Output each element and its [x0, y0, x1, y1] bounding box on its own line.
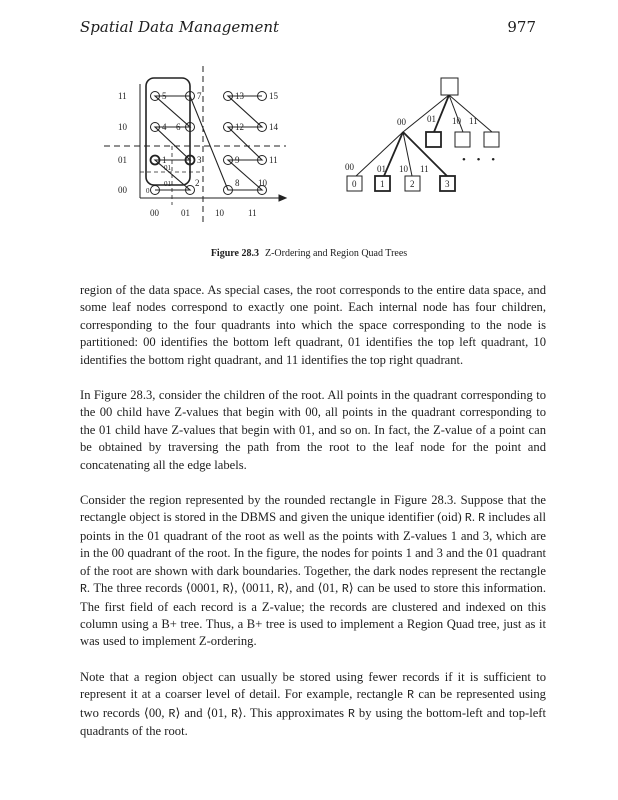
- text-run: Consider the region represented by the rounded rectangle in Figure 28.3. Suppose that the rectangle object is stored in the DBMS and given the unique identifier (oid): [80, 493, 546, 525]
- point-label: 7: [197, 91, 202, 101]
- oid-token: R: [222, 583, 230, 597]
- text-run: Note that a region object can usually be stored using fewer records if it is sufficient to represent it at a coarser level of detail. For example, rectangle: [80, 669, 546, 702]
- point-label: 11: [269, 155, 278, 165]
- running-head: Spatial Data Management: [80, 18, 280, 36]
- x-axis-arrow: [279, 195, 286, 201]
- figure-28-3: [0, 0, 618, 250]
- figure-caption: [0, 248, 618, 259]
- edge-label: 11: [420, 164, 429, 174]
- col-label: 00: [150, 208, 159, 218]
- grid-labels: [118, 91, 279, 218]
- paragraph: [80, 492, 546, 651]
- point-label: 4: [162, 122, 167, 132]
- point-label: 5: [162, 91, 167, 101]
- oid-token: R: [478, 512, 486, 526]
- text-run: ⟩, ⟨0011,: [229, 581, 278, 596]
- node-10: [455, 132, 470, 147]
- edge-label: 01: [427, 114, 436, 124]
- paragraph: In Figure 28.3, consider the children of the root. All points in the quadrant corresponding to the 00 child have Z-values that begin with 00, all points in the quadrant corresponding to the 01 child have Z-values that begin with 01, and so on. In fact, the Z-value of a point can be obtained by traversing the path from the root to the leaf node for the point and concatenating all the edge labels.: [80, 388, 546, 472]
- text-run: ⟩, and ⟨01,: [284, 581, 342, 596]
- caption-text: Z-Ordering and Region Quad Trees: [264, 248, 408, 259]
- oid-token: R: [407, 689, 415, 703]
- edge-label: 00: [397, 117, 406, 127]
- paragraph: region of the data space. As special cases, the root corresponds to the entire data space, and some leaf nodes correspond to exactly one point. Each internal node has four children, corresponding to the four quadrants into which the space corresponding to the node is partitioned: 00 identifies the bottom left quadrant, 01 identifies the top left quadrant, 10 identifies the bottom right quadrant, and 11 identifies the top right quadrant.: [80, 283, 546, 367]
- col-label: 01: [181, 208, 190, 218]
- point-label: 3: [197, 155, 202, 165]
- oid-token: R: [231, 707, 239, 721]
- oid-token: R: [464, 512, 472, 526]
- z-order-grid: [104, 66, 286, 222]
- edge-label: 10: [452, 116, 461, 126]
- leaf-label: 1: [380, 179, 385, 189]
- oid-token: R: [168, 707, 176, 721]
- quad-tree: [347, 78, 499, 191]
- col-label: 10: [215, 208, 224, 218]
- point-label: 12: [235, 122, 244, 132]
- sub-label: 01: [164, 164, 171, 172]
- row-label: 01: [118, 155, 127, 165]
- oid-token: R: [80, 583, 87, 597]
- row-label: 10: [118, 122, 127, 132]
- point-label: 10: [258, 178, 267, 188]
- row-label: 11: [118, 91, 127, 101]
- caption-label: Figure 28.3: [210, 248, 259, 259]
- leaf-label: 2: [410, 179, 415, 189]
- root-node: [441, 78, 458, 95]
- page-number: 977: [507, 18, 536, 36]
- body-text: [80, 282, 546, 758]
- point-label: 14: [269, 122, 278, 132]
- point-label: 15: [269, 91, 278, 101]
- edge-label: 01: [377, 164, 386, 174]
- node-11: [484, 132, 499, 147]
- oid-token: R: [348, 707, 355, 721]
- tree-edge: [449, 95, 492, 132]
- point-label: 0: [146, 187, 150, 195]
- oid-token: R: [277, 583, 285, 597]
- text-run: ⟩ can be used to store this information. The first field of each record is a Z-value; the records are clustered and indexed on this column using a B+ tree. Thus, a B+ tree is used to implement a Region Quad tree, just as it was used to implement Z-ordering.: [80, 581, 546, 649]
- edge-label: 00: [345, 162, 354, 172]
- leaf-label: 0: [352, 179, 357, 189]
- point-label: 9: [235, 155, 240, 165]
- oid-token: R: [341, 583, 349, 597]
- text-run: ⟩. This approximates: [238, 705, 349, 720]
- row-label: 00: [118, 185, 127, 195]
- point-label: 2: [195, 178, 200, 188]
- leaf-label: 3: [445, 179, 450, 189]
- z-order-path: [155, 96, 262, 190]
- point-label: 1: [162, 155, 167, 165]
- ellipsis: • • •: [462, 154, 500, 166]
- node-01: [426, 132, 441, 147]
- text-run: ⟩ and ⟨01,: [175, 705, 232, 720]
- paragraph: [80, 669, 546, 741]
- text-run: includes all points in the 01 quadrant of the root as well as the points with Z-values 1 and 3, which are in the 00 quadrant of the root. In the figure, the nodes for points 1 and 3 and the 01 quadrant of the root are shown with dark boundaries. Together, the dark nodes represent the rectangle: [80, 510, 546, 578]
- point-label: 13: [235, 91, 244, 101]
- point-label: 6: [176, 122, 181, 132]
- text-run: .: [471, 510, 479, 525]
- sub-label: 01: [164, 180, 171, 188]
- text-run: by using the bottom-left and top-left quadrants of the root.: [80, 705, 546, 738]
- text-run: can be represented using two records ⟨00,: [80, 687, 546, 720]
- col-label: 11: [248, 208, 257, 218]
- edge-label: 10: [399, 164, 408, 174]
- edge-label: 11: [469, 116, 478, 126]
- text-run: . The three records ⟨0001,: [86, 581, 223, 596]
- point-label: 8: [235, 178, 240, 188]
